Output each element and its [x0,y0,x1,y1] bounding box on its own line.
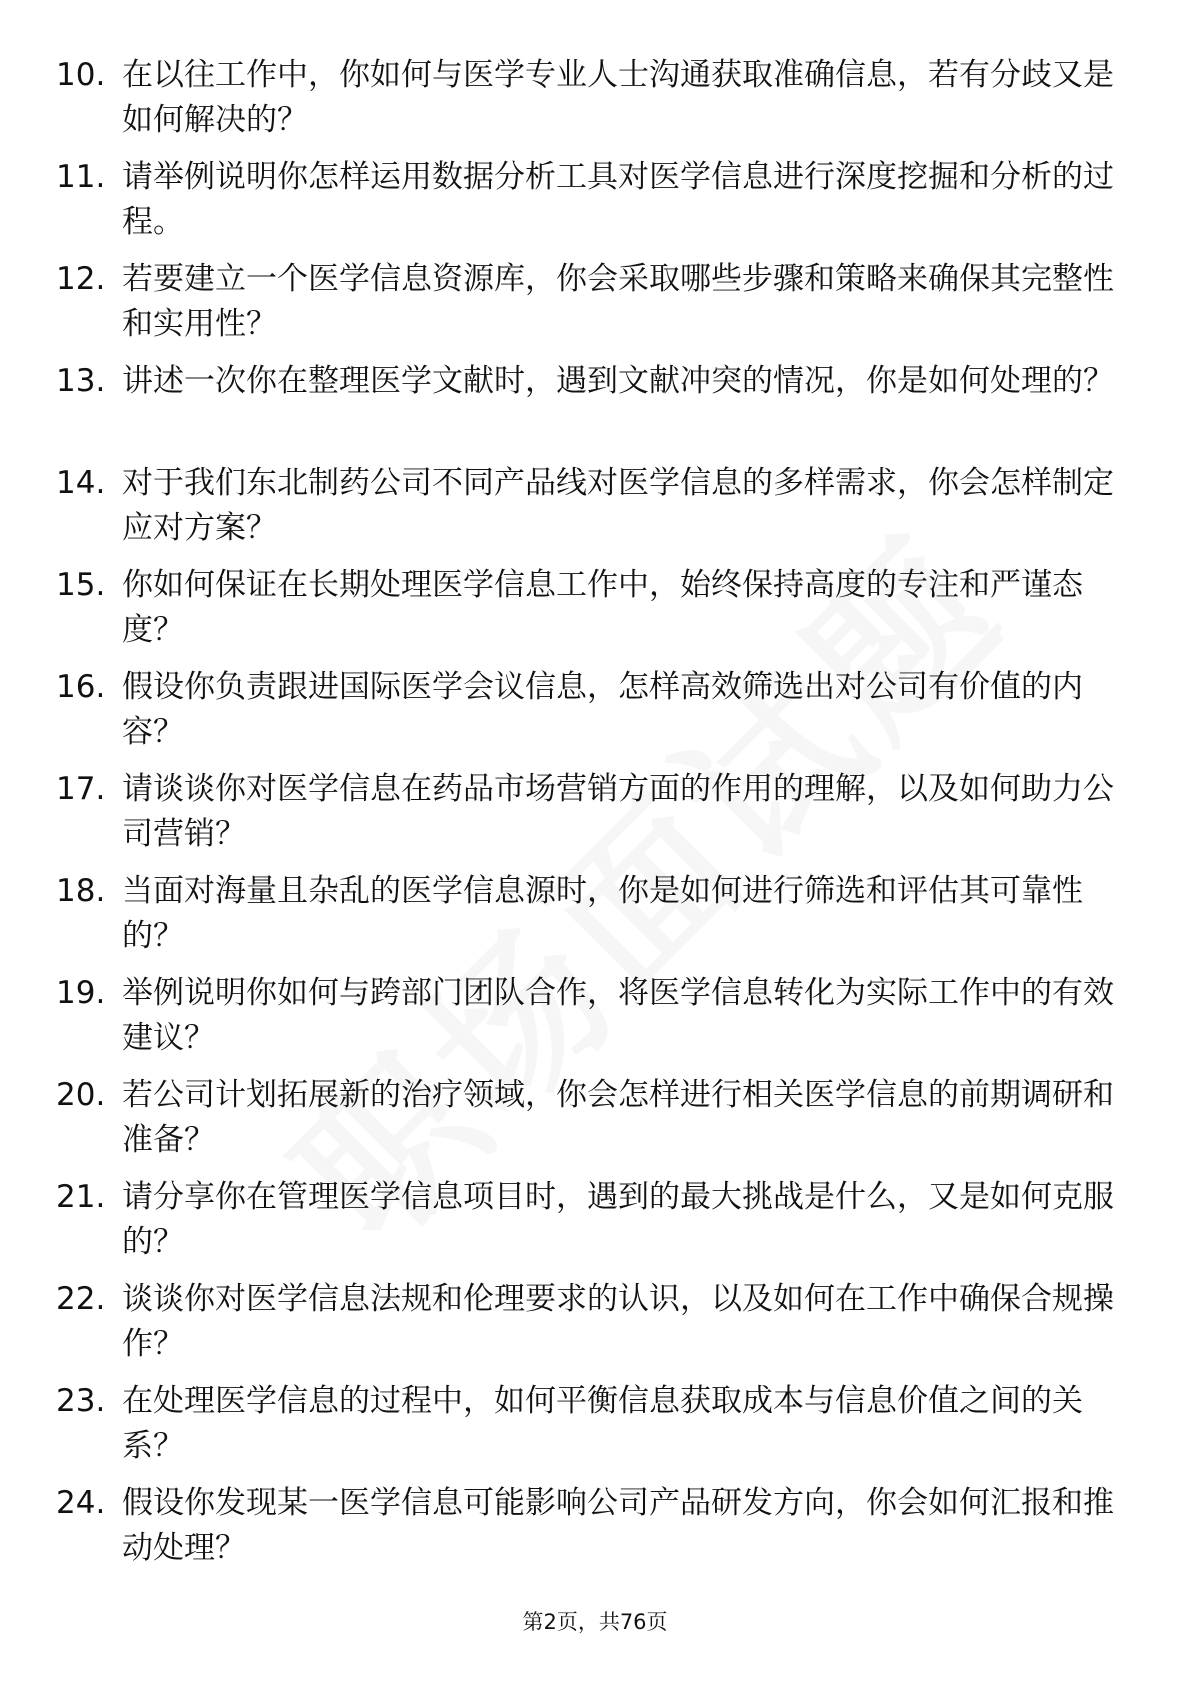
question-number: 14. [56,465,106,501]
question-item [56,1073,1116,1175]
question-text: 请举例说明你怎样运用数据分析工具对医学信息进行深度挖掘和分析的过程。 [122,159,1114,240]
question-number: 16. [56,669,106,705]
question-number: 24. [56,1485,106,1521]
question-item [56,1379,1116,1481]
question-item [56,461,1116,563]
question-item [56,563,1116,665]
question-number: 13. [56,363,106,399]
question-item [56,665,1116,767]
question-text: 举例说明你如何与跨部门团队合作，将医学信息转化为实际工作中的有效建议？ [122,975,1114,1056]
question-item [56,1481,1116,1583]
question-item [56,767,1116,869]
question-text: 在处理医学信息的过程中，如何平衡信息获取成本与信息价值之间的关系？ [122,1383,1083,1464]
question-text: 假设你负责跟进国际医学会议信息，怎样高效筛选出对公司有价值的内容？ [122,669,1083,750]
question-item [56,1175,1116,1277]
question-number: 15. [56,567,106,603]
question-text: 若公司计划拓展新的治疗领域，你会怎样进行相关医学信息的前期调研和准备？ [122,1077,1114,1158]
question-list [56,53,1116,1583]
question-text: 请分享你在管理医学信息项目时，遇到的最大挑战是什么，又是如何克服的？ [122,1179,1114,1260]
question-number: 10. [56,57,106,93]
page-number-label: 第2页，共76页 [522,1610,668,1634]
question-number: 18. [56,873,106,909]
question-item [56,971,1116,1073]
question-item [56,53,1116,155]
question-number: 21. [56,1179,106,1215]
question-number: 17. [56,771,106,807]
question-text: 谈谈你对医学信息法规和伦理要求的认识，以及如何在工作中确保合规操作？ [122,1281,1114,1362]
question-item [56,155,1116,257]
question-text: 你如何保证在长期处理医学信息工作中，始终保持高度的专注和严谨态度？ [122,567,1083,648]
question-text: 当面对海量且杂乱的医学信息源时，你是如何进行筛选和评估其可靠性的？ [122,873,1083,954]
question-number: 23. [56,1383,106,1419]
question-text: 对于我们东北制药公司不同产品线对医学信息的多样需求，你会怎样制定应对方案？ [122,465,1114,546]
question-number: 20. [56,1077,106,1113]
question-number: 19. [56,975,106,1011]
question-item [56,1277,1116,1379]
question-number: 11. [56,159,106,195]
question-number: 12. [56,261,106,297]
question-item [56,257,1116,359]
page-footer [0,1606,1190,1636]
question-number: 22. [56,1281,106,1317]
question-text: 在以往工作中，你如何与医学专业人士沟通获取准确信息，若有分歧又是如何解决的？ [122,57,1114,138]
question-item [56,869,1116,971]
question-item [56,359,1116,461]
question-text: 讲述一次你在整理医学文献时，遇到文献冲突的情况，你是如何处理的？ [122,363,1114,399]
question-text: 若要建立一个医学信息资源库，你会采取哪些步骤和策略来确保其完整性和实用性？ [122,261,1114,342]
question-text: 假设你发现某一医学信息可能影响公司产品研发方向，你会如何汇报和推动处理？ [122,1485,1114,1566]
question-text: 请谈谈你对医学信息在药品市场营销方面的作用的理解，以及如何助力公司营销？ [122,771,1114,852]
